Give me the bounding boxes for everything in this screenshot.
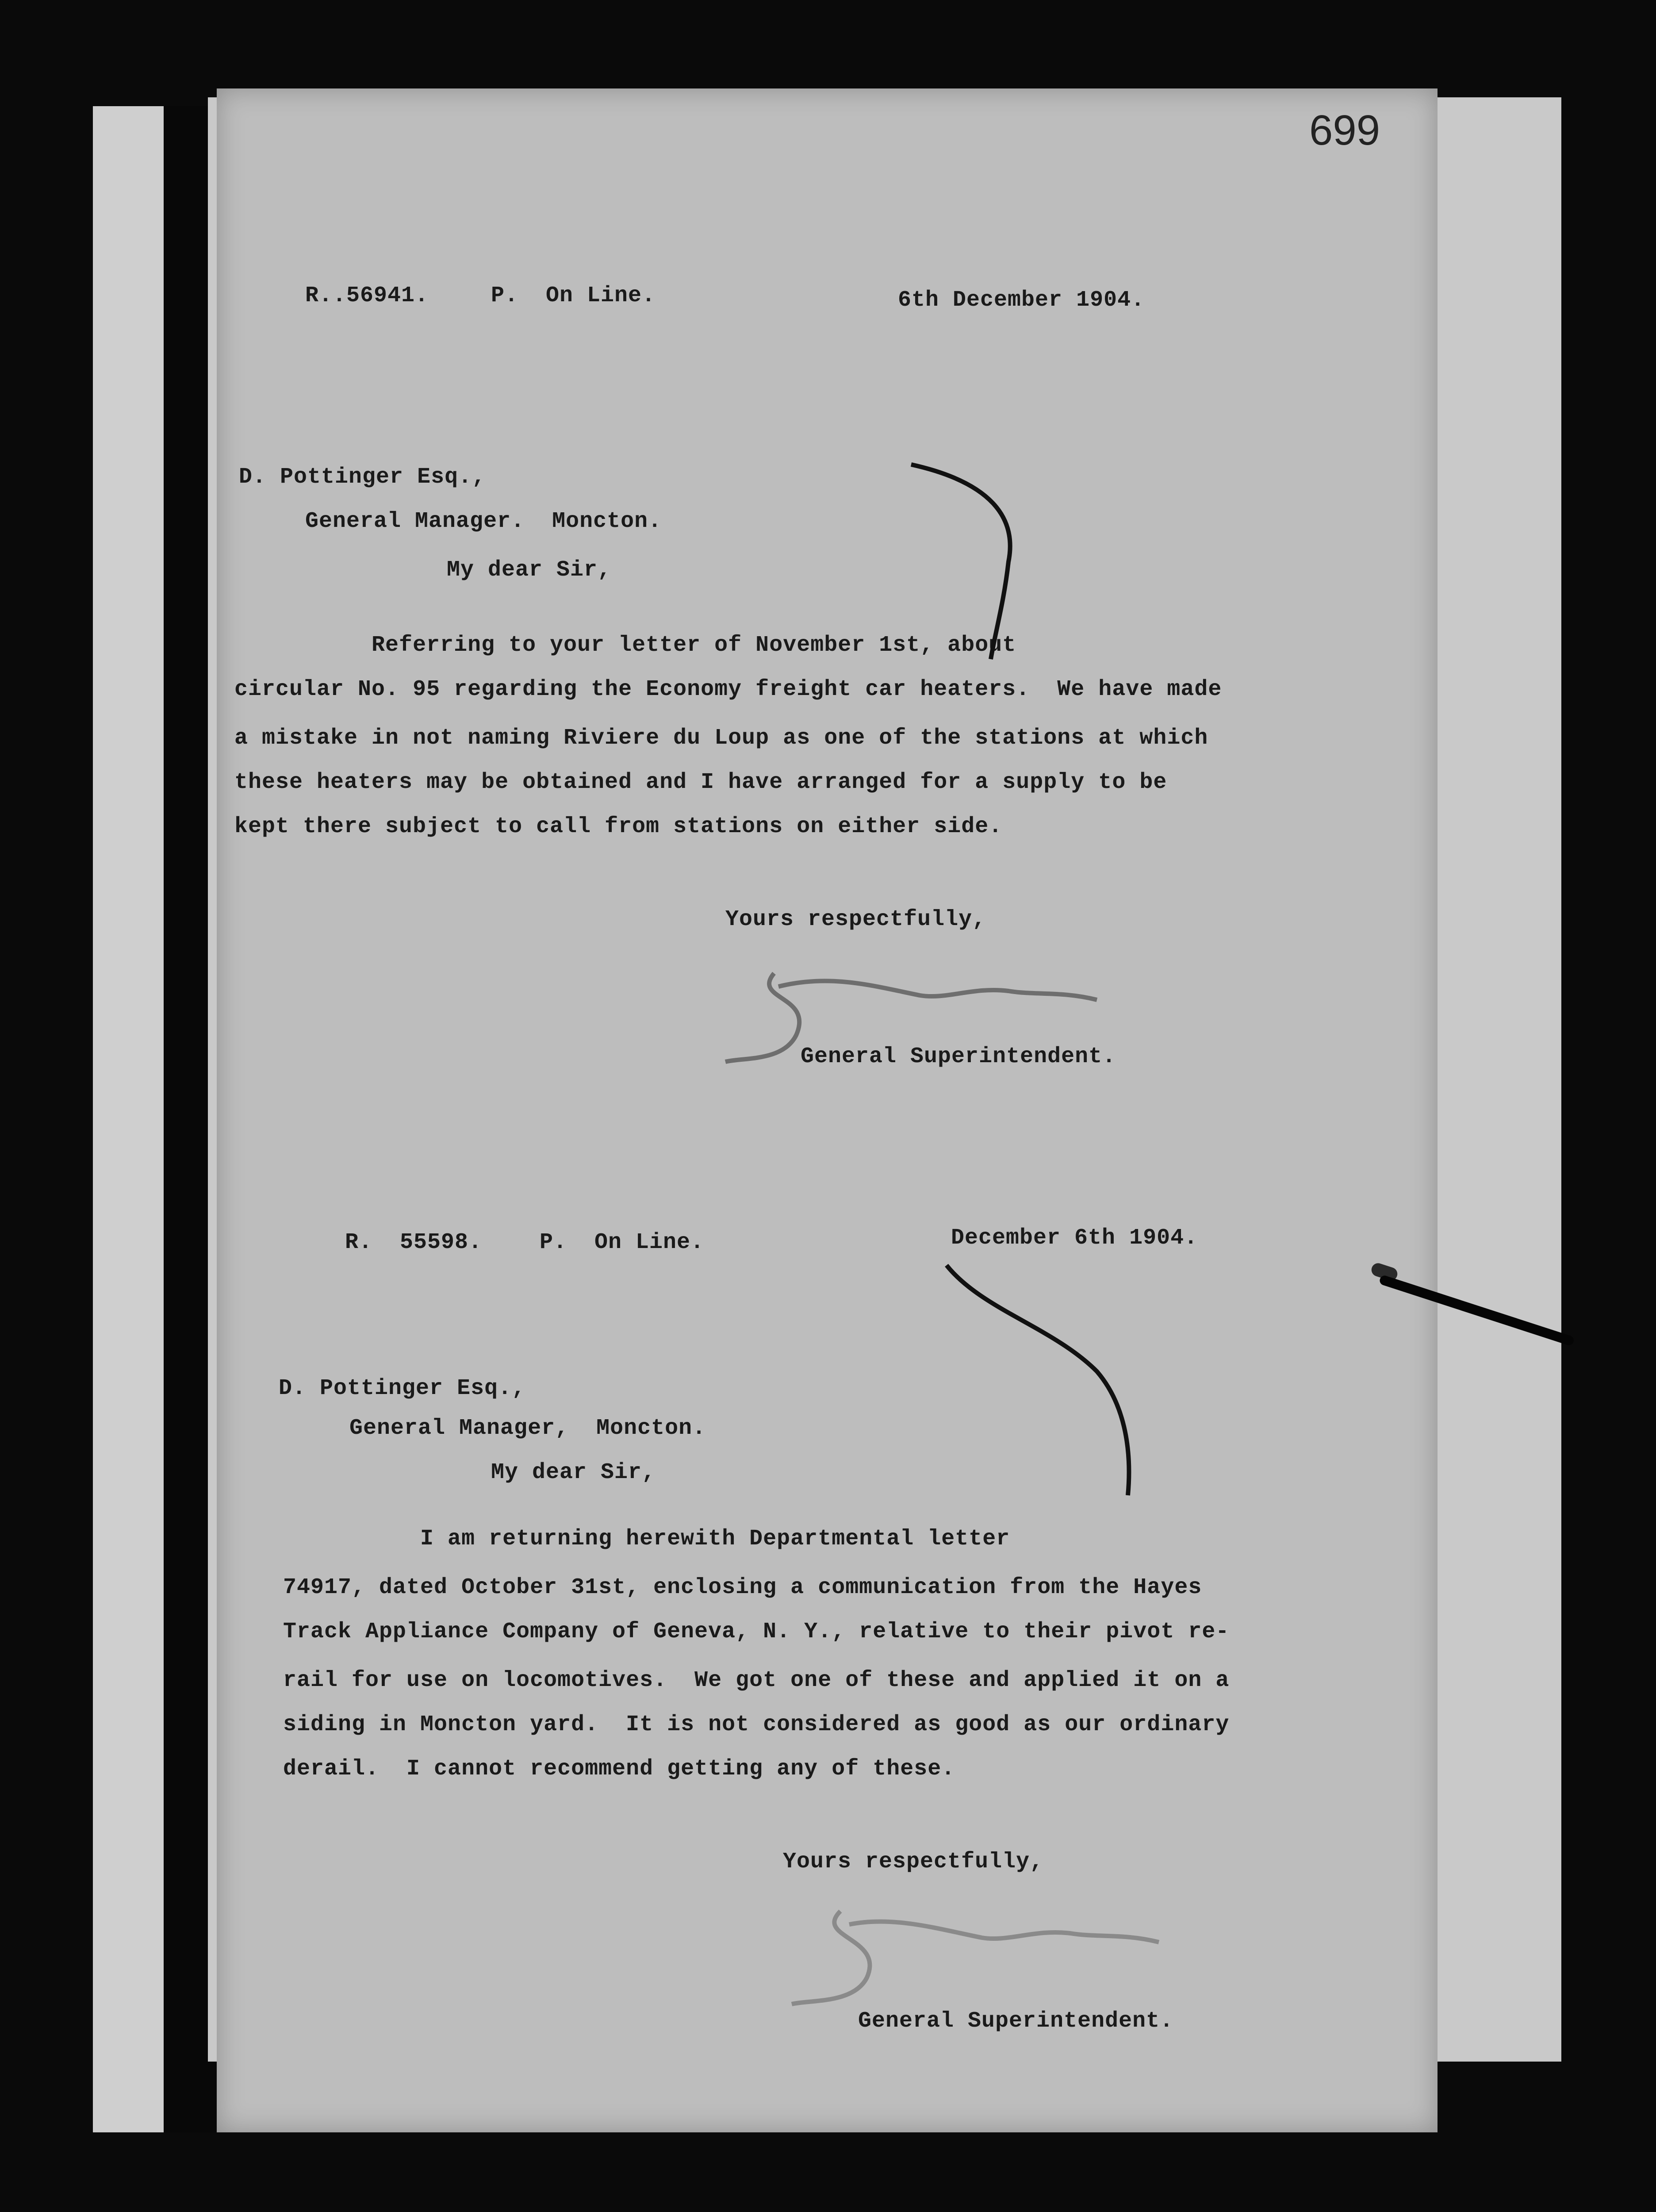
- letter-2-signature-title: General Superintendent.: [858, 2008, 1174, 2034]
- letter-2-body-line: 74917, dated October 31st, enclosing a communication from the Hayes: [283, 1575, 1202, 1600]
- letter-2-recipient-name: D. Pottinger Esq.,: [279, 1376, 526, 1401]
- letterbook-page: [217, 88, 1438, 2132]
- letter-2-ref: R. 55598.: [345, 1230, 483, 1255]
- letter-2-recipient-title: General Manager, Moncton.: [349, 1416, 706, 1441]
- letter-2-date: December 6th 1904.: [951, 1225, 1198, 1251]
- letter-1-ref: R..56941.: [305, 283, 429, 308]
- letter-1-routing-mark: [902, 456, 1044, 668]
- letter-2-body-line: rail for use on locomotives. We got one of these and applied it on a: [283, 1668, 1230, 1693]
- letter-1-recipient-title: General Manager. Moncton.: [305, 509, 662, 534]
- letter-2-closing: Yours respectfully,: [783, 1849, 1044, 1874]
- letter-1-body-line: Referring to your letter of November 1st, about: [234, 633, 1016, 658]
- left-page-strip: [93, 106, 164, 2132]
- letter-2-routing-mark: [938, 1256, 1141, 1504]
- letter-1-signature-title: General Superintendent.: [801, 1044, 1116, 1069]
- letter-2-body-line: I am returning herewith Departmental letter: [283, 1526, 1010, 1551]
- letter-1-signature: [699, 947, 1141, 1079]
- letter-2-dest: P. On Line.: [540, 1230, 705, 1255]
- letter-1-recipient-name: D. Pottinger Esq.,: [239, 465, 486, 490]
- letter-2-body-line: siding in Moncton yard. It is not considered as good as our ordinary: [283, 1712, 1230, 1737]
- letter-2-body-line: derail. I cannot recommend getting any of these.: [283, 1756, 955, 1782]
- letter-1-body-line: a mistake in not naming Riviere du Loup as one of the stations at which: [234, 726, 1208, 751]
- letter-1-date: 6th December 1904.: [898, 288, 1145, 313]
- letter-1-body-line: circular No. 95 regarding the Economy freight car heaters. We have made: [234, 677, 1222, 702]
- letter-1-body-line: these heaters may be obtained and I have arranged for a supply to be: [234, 770, 1167, 795]
- letter-2-signature: [752, 1893, 1194, 2017]
- letter-1-dest: P. On Line.: [491, 283, 656, 308]
- letter-1-closing: Yours respectfully,: [725, 907, 986, 932]
- letter-1-body-line: kept there subject to call from stations on either side.: [234, 814, 1003, 839]
- letter-1-salutation: My dear Sir,: [447, 557, 612, 583]
- page-number: 699: [1309, 107, 1380, 154]
- letter-2-salutation: My dear Sir,: [491, 1460, 656, 1485]
- letter-2-body-line: Track Appliance Company of Geneva, N. Y., relative to their pivot re-: [283, 1619, 1230, 1644]
